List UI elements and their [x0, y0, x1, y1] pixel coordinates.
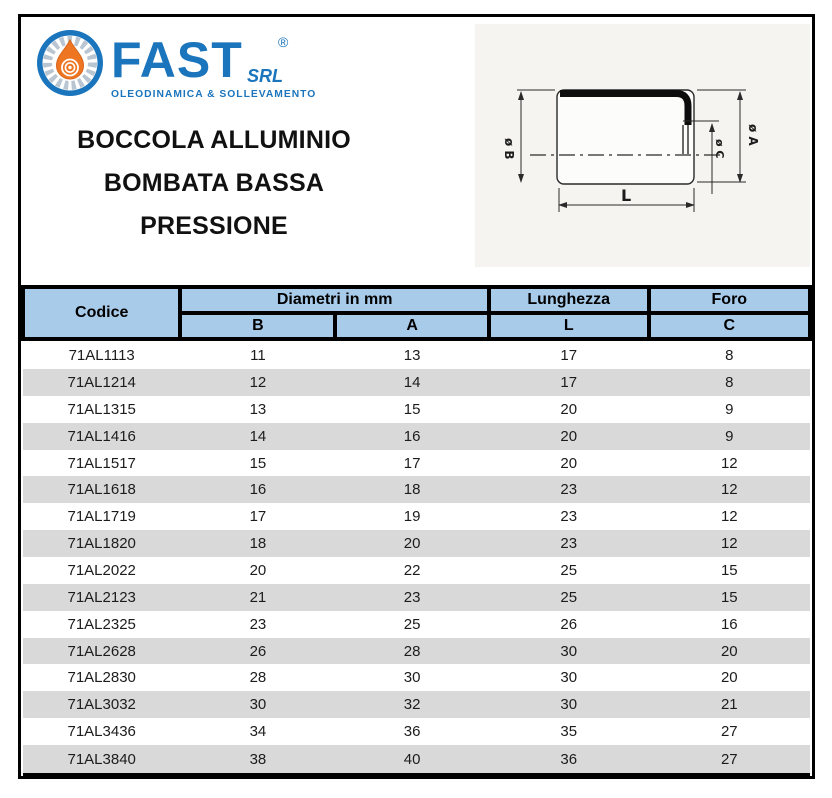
cell-a: 25: [403, 615, 421, 633]
cell-l: 35: [560, 723, 578, 741]
header-sub-l: L: [489, 313, 649, 339]
cell-b: 13: [249, 400, 267, 418]
cell-c: 21: [720, 696, 738, 714]
cell-codice: 71AL2123: [67, 588, 136, 606]
cell-l: 25: [560, 588, 578, 606]
product-title-line1: BOCCOLA ALLUMINIO: [77, 126, 351, 154]
brand-name: FAST: [111, 32, 243, 88]
cell-c: 12: [720, 454, 738, 472]
technical-drawing: [475, 24, 810, 267]
spec-table: [21, 285, 812, 776]
cell-c: 15: [720, 561, 738, 579]
product-title-line3: PRESSIONE: [140, 212, 288, 240]
cell-codice: 71AL1214: [67, 373, 136, 391]
cell-c: 9: [725, 400, 734, 418]
cell-l: 23: [560, 535, 578, 553]
cell-c: 20: [720, 642, 738, 660]
cell-a: 17: [403, 454, 421, 472]
cell-a: 36: [403, 723, 421, 741]
cell-l: 36: [560, 750, 578, 768]
cell-b: 28: [249, 669, 267, 687]
header-diametri: Diametri in mm: [180, 287, 488, 313]
cell-b: 17: [249, 508, 267, 526]
table-row: [23, 530, 810, 557]
cell-c: 12: [720, 481, 738, 499]
cell-c: 20: [720, 669, 738, 687]
cell-codice: 71AL1315: [67, 400, 136, 418]
cell-b: 30: [249, 696, 267, 714]
table-row: [23, 423, 810, 450]
table-row: [23, 584, 810, 611]
cell-c: 12: [720, 535, 738, 553]
cell-a: 22: [403, 561, 421, 579]
cell-b: 18: [249, 535, 267, 553]
cell-a: 20: [403, 535, 421, 553]
gear-droplet-icon: [37, 30, 103, 96]
dim-label-c: ø C: [713, 139, 726, 159]
cell-c: 8: [725, 373, 734, 391]
cell-l: 20: [560, 454, 578, 472]
table-row: [23, 664, 810, 691]
header-codice: Codice: [23, 287, 180, 339]
cell-codice: 71AL2325: [67, 615, 136, 633]
dim-label-b: ø B: [502, 138, 516, 160]
cell-codice: 71AL2830: [67, 669, 136, 687]
cell-codice: 71AL1618: [67, 481, 136, 499]
cell-c: 27: [720, 750, 738, 768]
table-row: [23, 638, 810, 665]
header-foro: Foro: [649, 287, 810, 313]
table-row: [23, 691, 810, 718]
table-row: [23, 339, 810, 369]
cell-c: 9: [725, 427, 734, 445]
header-sub-b: B: [180, 313, 335, 339]
cell-l: 26: [560, 615, 578, 633]
cell-c: 8: [725, 346, 734, 364]
table-row: [23, 450, 810, 477]
cell-codice: 71AL1113: [68, 346, 135, 364]
cell-l: 30: [560, 669, 578, 687]
product-title: [29, 119, 399, 248]
cell-l: 30: [560, 642, 578, 660]
cell-codice: 71AL2628: [67, 642, 136, 660]
cell-codice: 71AL1517: [67, 454, 136, 472]
cell-l: 23: [560, 481, 578, 499]
cell-codice: 71AL3840: [67, 750, 136, 768]
table-row: [23, 557, 810, 584]
cell-l: 17: [560, 346, 578, 364]
table-row: [23, 369, 810, 396]
cell-a: 19: [403, 508, 421, 526]
cell-c: 12: [720, 508, 738, 526]
cell-b: 34: [249, 723, 267, 741]
cell-codice: 71AL1719: [67, 508, 136, 526]
cell-b: 16: [249, 481, 267, 499]
product-title-line2: BOMBATA BASSA: [103, 169, 325, 197]
table-row: [23, 396, 810, 423]
table-row: [23, 745, 810, 774]
cell-a: 30: [403, 669, 421, 687]
cell-codice: 71AL3032: [67, 696, 136, 714]
page-frame: [18, 14, 815, 779]
cell-l: 17: [560, 373, 578, 391]
cell-a: 32: [403, 696, 421, 714]
logo-graphic: [35, 25, 345, 105]
cell-b: 21: [249, 588, 267, 606]
table-row: [23, 611, 810, 638]
cell-a: 14: [403, 373, 421, 391]
header-sub-c: C: [649, 313, 810, 339]
table-row: [23, 718, 810, 745]
table-row: [23, 476, 810, 503]
bushing-body: [557, 90, 694, 184]
registered-mark-icon: ®: [278, 34, 289, 50]
cell-b: 23: [249, 615, 267, 633]
cell-l: 25: [560, 561, 578, 579]
cell-a: 18: [403, 481, 421, 499]
cell-b: 26: [249, 642, 267, 660]
cell-a: 40: [403, 750, 421, 768]
spec-table-header: [23, 287, 810, 339]
brand-suffix: SRL: [247, 66, 283, 86]
cell-a: 15: [403, 400, 421, 418]
bushing-drawing: [475, 24, 810, 267]
cell-c: 16: [720, 615, 738, 633]
dim-label-a: ø A: [746, 124, 760, 146]
cell-a: 13: [403, 346, 421, 364]
table-row: [23, 503, 810, 530]
cell-c: 27: [720, 723, 738, 741]
cell-l: 20: [560, 427, 578, 445]
cell-codice: 71AL3436: [67, 723, 136, 741]
cell-l: 20: [560, 400, 578, 418]
cell-codice: 71AL1820: [67, 535, 136, 553]
cell-a: 28: [403, 642, 421, 660]
cell-b: 14: [249, 427, 267, 445]
cell-l: 23: [560, 508, 578, 526]
cell-b: 12: [249, 373, 267, 391]
cell-a: 16: [403, 427, 421, 445]
cell-l: 30: [560, 696, 578, 714]
brand-tagline: OLEODINAMICA & SOLLEVAMENTO: [111, 89, 317, 100]
spec-table-body: [23, 339, 810, 775]
header-lunghezza: Lunghezza: [489, 287, 649, 313]
dim-label-l: L: [621, 186, 632, 205]
cell-b: 11: [250, 346, 266, 364]
company-logo: [35, 25, 345, 105]
cell-b: 38: [249, 750, 267, 768]
cell-b: 15: [249, 454, 267, 472]
cell-codice: 71AL2022: [67, 561, 136, 579]
cell-a: 23: [403, 588, 421, 606]
cell-c: 15: [720, 588, 738, 606]
cell-codice: 71AL1416: [67, 427, 136, 445]
header-sub-a: A: [335, 313, 488, 339]
cell-b: 20: [249, 561, 267, 579]
